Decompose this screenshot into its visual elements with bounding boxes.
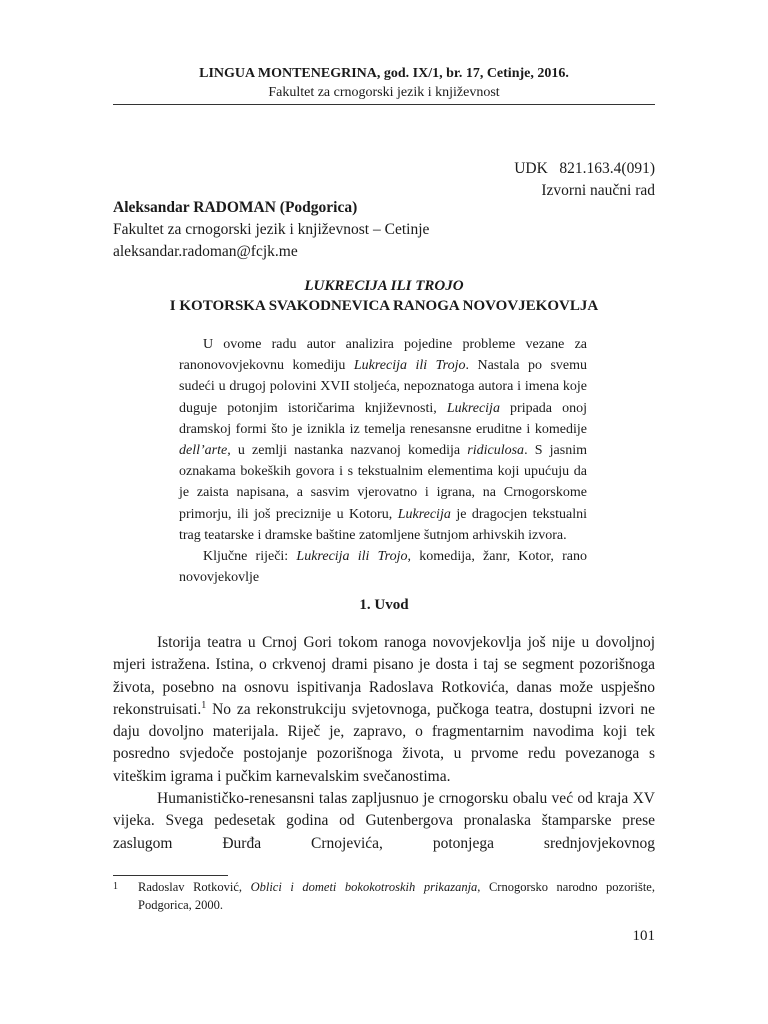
abstract-italic-title: Lukrecija ili Trojo bbox=[353, 358, 466, 374]
abstract-text: U ovome radu autor analizira pojedine probleme vezane za ranonovovjekovnu komediju bbox=[179, 337, 587, 374]
keywords-italic: Lukrecija ili Trojo bbox=[296, 549, 408, 565]
footnote bbox=[113, 878, 655, 914]
keywords bbox=[179, 546, 587, 588]
footnote-publication: , Crnogorsko narodno pozorište, Podgorica, 2000. bbox=[138, 880, 655, 912]
author-email[interactable]: aleksandar.radoman@fcjk.me bbox=[113, 243, 298, 260]
footnote-text bbox=[138, 878, 655, 914]
abstract-paragraph bbox=[179, 334, 587, 546]
body-paragraph bbox=[113, 788, 655, 855]
footnote-number: 1 bbox=[113, 881, 118, 892]
author-block bbox=[113, 197, 429, 263]
author-name: Aleksandar RADOMAN (Podgorica) bbox=[113, 199, 358, 216]
article-title bbox=[113, 276, 655, 316]
body-text-span: Humanističko-renesansni talas zapljusnuo je crnogorsku obalu već od kraja XV vijeka. Svega pedesetak godina od Gutenbergova pronalaska štamparske prese zaslugom Đurđa Crnojevića, potonjega srednjovjekovnog bbox=[113, 790, 655, 852]
body-text-span: No za rekonstrukciju svjetovnoga, pučkoga teatra, dostupni izvori ne daju dovoljno materijala. Riječ je, zapravo, o fragmentarnim navodima koji tek posredno svjedoče postojanje pozorišnoga života, u prvome redu povezanoga s viteškim igrama i pučkim karnevalskim svečanostima. bbox=[113, 700, 655, 785]
footnote-divider bbox=[113, 875, 228, 876]
abstract-text: . S jasnim oznakama bokeških govora i s tekstualnim elementima koji upućuju da je zaista napisana, a sasvim vjerovatno i igrana, na Crnogorskome primorju, ili još preciznije u Kotoru, bbox=[179, 443, 587, 522]
article-title-line-1: LUKRECIJA ILI TROJO bbox=[304, 278, 464, 294]
abstract-text: . Nastala po svemu sudeći u drugoj polovini XVII stoljeća, nepoznatoga autora i imena koje duguje potonjim istoričarima književnosti, bbox=[179, 358, 587, 416]
section-heading: 1. Uvod bbox=[359, 597, 409, 613]
abstract-text: pripada onoj dramskoj formi što je iznikla iz temelja renesansne eruditne i komedije bbox=[179, 400, 587, 437]
article-title-line-2: I KOTORSKA SVAKODNEVICA RANOGA NOVOVJEKOVLJA bbox=[169, 298, 599, 314]
classification-block bbox=[514, 158, 655, 202]
abstract-italic-term: dell’arte bbox=[179, 443, 228, 459]
footnote-work-title: Oblici i dometi bokokotroskih prikazanja bbox=[250, 880, 478, 894]
footnote-reference[interactable]: 1 bbox=[201, 699, 207, 711]
header-divider bbox=[113, 104, 655, 105]
publisher-name: Fakultet za crnogorski jezik i književnost bbox=[268, 85, 500, 100]
keywords-label: Ključne riječi: bbox=[203, 549, 297, 565]
abstract-italic-title: Lukrecija bbox=[397, 506, 451, 522]
abstract-text: , u zemlji nastanka nazvanoj komedija bbox=[227, 443, 468, 459]
page-number: 101 bbox=[632, 928, 655, 944]
journal-header bbox=[113, 64, 655, 102]
abstract bbox=[179, 334, 587, 588]
abstract-text: je dragocjen tekstualni trag teatarske i dramske baštine zatomljene šutnjom arhivskih izvora. bbox=[179, 506, 587, 543]
udk-code: UDK 821.163.4(091) bbox=[514, 160, 655, 177]
abstract-italic-term: ridiculosa bbox=[467, 443, 525, 459]
body-paragraph bbox=[113, 632, 655, 788]
abstract-italic-title: Lukrecija bbox=[446, 400, 500, 416]
journal-title: LINGUA MONTENEGRINA, god. IX/1, br. 17, Cetinje, 2016. bbox=[199, 66, 569, 81]
author-affiliation: Fakultet za crnogorski jezik i književnost – Cetinje bbox=[113, 221, 430, 238]
footnote-author: Radoslav Rotković, bbox=[138, 880, 251, 894]
body-text-span: Istorija teatra u Crnoj Gori tokom ranoga novovjekovlja još nije u dovoljnoj mjeri istražena. Istina, o crkvenoj drami pisano je dosta i taj se segment pozorišnoga života, posebno na osnovu ispitivanja Radoslava Rotkovića, danas može uspješno rekonstruisati. bbox=[113, 634, 655, 718]
paper-type: Izvorni naučni rad bbox=[541, 182, 655, 199]
body-text bbox=[113, 632, 655, 855]
keywords-list: , komedija, žanr, Kotor, rano novovjekovlje bbox=[179, 549, 588, 586]
